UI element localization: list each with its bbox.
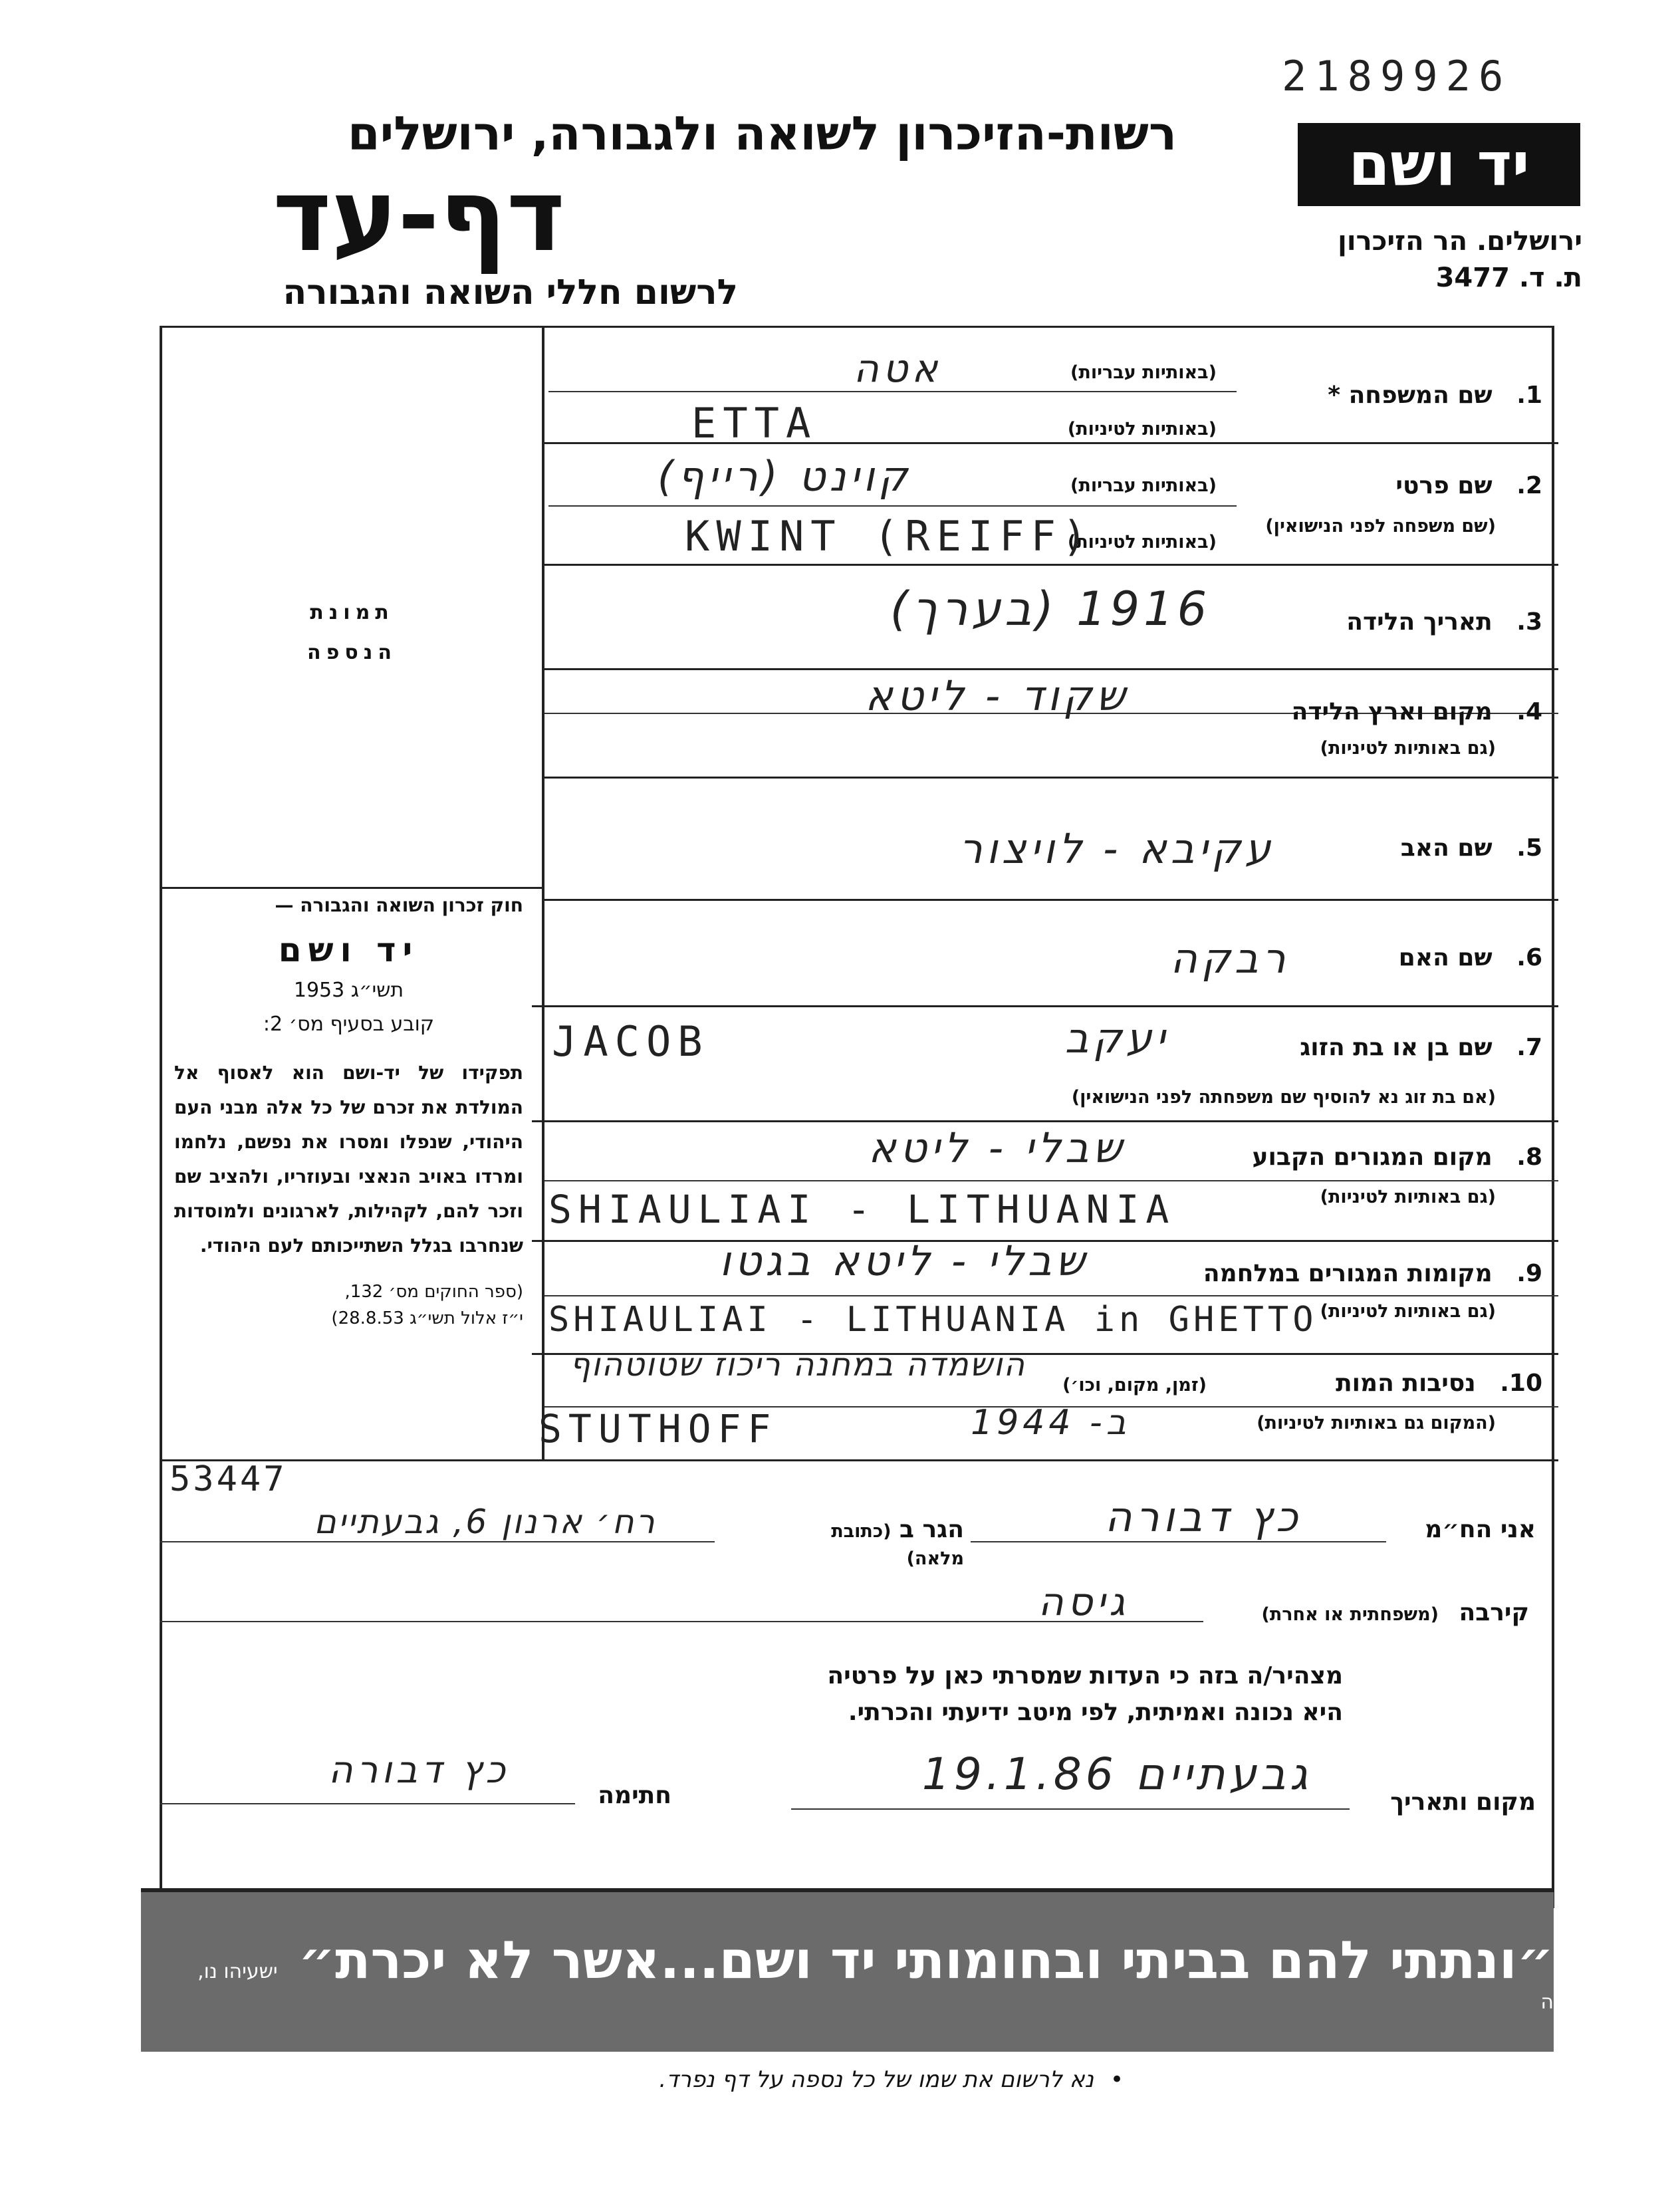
law-name: יד ושם [278, 931, 420, 969]
place-date-line [791, 1808, 1350, 1810]
photo-box-bottom [162, 887, 542, 889]
declaration-line-2: היא נכונה ואמיתית, לפי מיטב ידיעתי והכרתי. [848, 1699, 1343, 1726]
row1-mid-line [548, 391, 1237, 392]
field-9-label [1110, 1260, 1542, 1287]
witness-i-value[interactable]: כץ דבורה [1104, 1493, 1302, 1541]
left-column-divider [542, 326, 544, 1459]
org-title: רשות-הזיכרון לשואה ולגבורה, ירושלים [347, 106, 1177, 161]
field-9-value-heb[interactable]: שבלי - ליטא בגטו [719, 1237, 1089, 1285]
witness-resides-hint: (כתובת מלאה) [831, 1521, 964, 1569]
row-sep-6 [532, 1005, 1558, 1007]
row-sep-10 [162, 1459, 1558, 1461]
witness-ref-number: 53447 [170, 1459, 287, 1499]
witness-resides-line [160, 1541, 715, 1542]
footnote [572, 2066, 1124, 2093]
field-7-num: 7. [1516, 1034, 1542, 1061]
field-3-text: תאריך הלידה [1346, 608, 1493, 636]
row-sep-3 [544, 668, 1558, 670]
law-heading: חוק זכרון השואה והגבורה — [275, 894, 523, 916]
field-10-value-year[interactable]: ב- 1944 [971, 1403, 1130, 1443]
field-10-num: 10. [1500, 1370, 1542, 1397]
photo-label-1: תמונת [310, 601, 394, 624]
field-10-value-heb[interactable]: הושמדה במחנה ריכוז שטוטהוף [569, 1346, 1026, 1384]
field-2-hint-heb: (באותיות עבריות) [1070, 475, 1217, 496]
field-2-value-lat[interactable]: KWINT (REIFF) [685, 512, 1094, 560]
field-3-value[interactable]: 1916 (בערך) [890, 582, 1211, 636]
field-4-num: 4. [1516, 698, 1542, 725]
law-year: תשי״ג 1953 [293, 979, 404, 1002]
field-10-label-hint: (זמן, מקום, וכו׳) [1062, 1375, 1207, 1396]
field-7-value-heb[interactable]: יעקב [1064, 1014, 1169, 1062]
field-2-text: שם פרטי [1395, 472, 1493, 499]
signature-value[interactable]: כץ דבורה [328, 1749, 510, 1792]
address-line-2: ת. ד. 3477 [1435, 263, 1582, 293]
field-1-value-heb[interactable]: אטה [853, 346, 942, 391]
field-9-value-lat[interactable]: SHIAULIAI - LITHUANIA in GHETTO [548, 1300, 1318, 1340]
field-10-sublabel: (המקום גם באותיות לטיניות) [1257, 1413, 1496, 1433]
field-4-sublabel: (גם באותיות לטיניות) [1320, 738, 1496, 759]
witness-relation-hint: (משפחתית או אחרת) [1261, 1604, 1439, 1625]
law-clause: קובע בסעיף מס׳ 2: [263, 1013, 435, 1036]
field-5-num: 5. [1516, 834, 1542, 862]
row-sep-4 [544, 777, 1558, 779]
signature-line [160, 1803, 575, 1804]
field-2-value-heb[interactable]: קוינט (רייף) [657, 452, 912, 501]
field-7-label [1177, 1034, 1542, 1061]
field-5-text: שם האב [1400, 834, 1493, 862]
form-title: דף-עד [273, 158, 565, 274]
field-9-text: מקומות המגורים במלחמה [1203, 1260, 1493, 1287]
row-sep-5 [544, 899, 1558, 901]
footnote-text: נא לרשום את שמו של כל נספה על דף נפרד. [659, 2066, 1094, 2093]
field-8-text: מקום המגורים הקבוע [1252, 1144, 1493, 1171]
field-4-text: מקום וארץ הלידה [1291, 698, 1493, 725]
field-1-value-lat[interactable]: ETTA [691, 399, 818, 447]
field-8-num: 8. [1516, 1144, 1542, 1171]
field-1-hint-lat: (באותיות לטיניות) [1067, 419, 1217, 439]
banner-quote: ״ונתתי להם בביתי ובחומותי יד ושם...אשר לא יכרת״ [298, 1930, 1554, 1991]
signature-label: חתימה [598, 1782, 671, 1809]
witness-resides-label [798, 1516, 964, 1570]
photo-label-2: הנספה [307, 641, 397, 664]
field-8-value-heb[interactable]: שבלי - ליטא [868, 1124, 1126, 1172]
frame-top [160, 326, 1552, 328]
field-7-value-lat[interactable]: JACOB [552, 1017, 709, 1066]
field-6-text: שם האם [1398, 944, 1493, 971]
banner-citation: ישעיהו נו, ה [197, 1959, 1554, 2014]
field-10-text: נסיבות המות [1336, 1370, 1476, 1397]
declaration-line-1: מצהיר/ה בזה כי העדות שמסרתי כאן על פרטיה [827, 1662, 1343, 1689]
field-2-label [1243, 472, 1542, 499]
field-2-sublabel: (שם משפחה לפני הנישואין) [1265, 516, 1496, 537]
field-7-sublabel: (אם בת זוג נא להוסיף שם משפחתה לפני הנישואין) [1071, 1087, 1496, 1108]
field-6-value[interactable]: רבקה [1170, 934, 1290, 983]
field-1-label [1243, 382, 1542, 409]
field-3-label [1243, 608, 1542, 636]
yad-vashem-logo [1298, 123, 1580, 206]
banner-quote-wrap [191, 1931, 1554, 2014]
field-4-label [1243, 698, 1542, 725]
field-1-hint-heb: (באותיות עבריות) [1070, 362, 1217, 383]
row9-mid-line [544, 1295, 1558, 1296]
logo-text: יד ושם [1348, 130, 1530, 199]
field-1-num: 1. [1516, 382, 1542, 409]
row-sep-7 [532, 1120, 1558, 1122]
field-9-num: 9. [1516, 1260, 1542, 1287]
quote-banner [141, 1888, 1554, 2052]
photo-box [162, 328, 542, 887]
field-10-label [1197, 1370, 1542, 1397]
field-8-sublabel: (גם באותיות לטיניות) [1320, 1187, 1496, 1207]
field-6-num: 6. [1516, 944, 1542, 971]
field-10-value-lat[interactable]: STUTHOFF [539, 1406, 778, 1451]
field-4-value[interactable]: שקוד - ליטא [865, 671, 1130, 720]
witness-relation-value[interactable]: גיסה [1038, 1579, 1130, 1624]
field-1-text: שם המשפחה * [1328, 382, 1493, 409]
law-source-date: י״ז אלול תשי״ג 28.8.53) [331, 1308, 523, 1328]
row-sep-2 [544, 564, 1558, 566]
law-source: (ספר החוקים מס׳ 132, [344, 1282, 523, 1302]
witness-i-line [971, 1541, 1386, 1542]
law-box [174, 894, 523, 1328]
place-date-value[interactable]: גבעתיים 19.1.86 [921, 1749, 1312, 1800]
field-3-num: 3. [1516, 608, 1542, 636]
field-8-value-lat[interactable]: SHIAULIAI - LITHUANIA [548, 1187, 1176, 1232]
address-line-1: ירושלים. הר הזיכרון [1338, 226, 1582, 257]
witness-i-label: אני הח״מ [1425, 1516, 1536, 1543]
field-2-hint-lat: (באותיות לטיניות) [1067, 532, 1217, 552]
field-9-sublabel: (גם באותיות לטיניות) [1320, 1301, 1496, 1322]
document-number: 2189926 [1282, 52, 1512, 100]
field-8-label [1177, 1144, 1542, 1171]
row2-mid-line [548, 505, 1237, 507]
field-2-num: 2. [1516, 472, 1542, 499]
place-date-label: מקום ותאריך [1390, 1788, 1536, 1816]
witness-relation-text: קירבה [1459, 1599, 1529, 1626]
footnote-bullet: • [1110, 2066, 1124, 2093]
witness-resides-text: הגר ב [900, 1516, 964, 1543]
form-subtitle: לרשום חללי השואה והגבורה [283, 273, 738, 312]
row8-mid-line [544, 1180, 1558, 1181]
law-body: תפקידו של יד-ושם הוא לאסוף אל המולדת את זכרם של כל אלה מבני העם היהודי, שנפלו ומסרו את נפשם, נלחמו ומרדו באויב הנאצי ובעוזריו, ולהציב שם וזכר להם, לקהילות, לארגונים ולמוסדות שנחרבו בגלל השתייכותם לעם היהודי. [174, 1062, 523, 1257]
witness-resides-value[interactable]: רח׳ ארנון 6, גבעתיים [314, 1503, 657, 1541]
field-5-value[interactable]: עקיבא - לויצור [959, 824, 1275, 873]
field-7-text: שם בן או בת הזוג [1300, 1034, 1493, 1061]
